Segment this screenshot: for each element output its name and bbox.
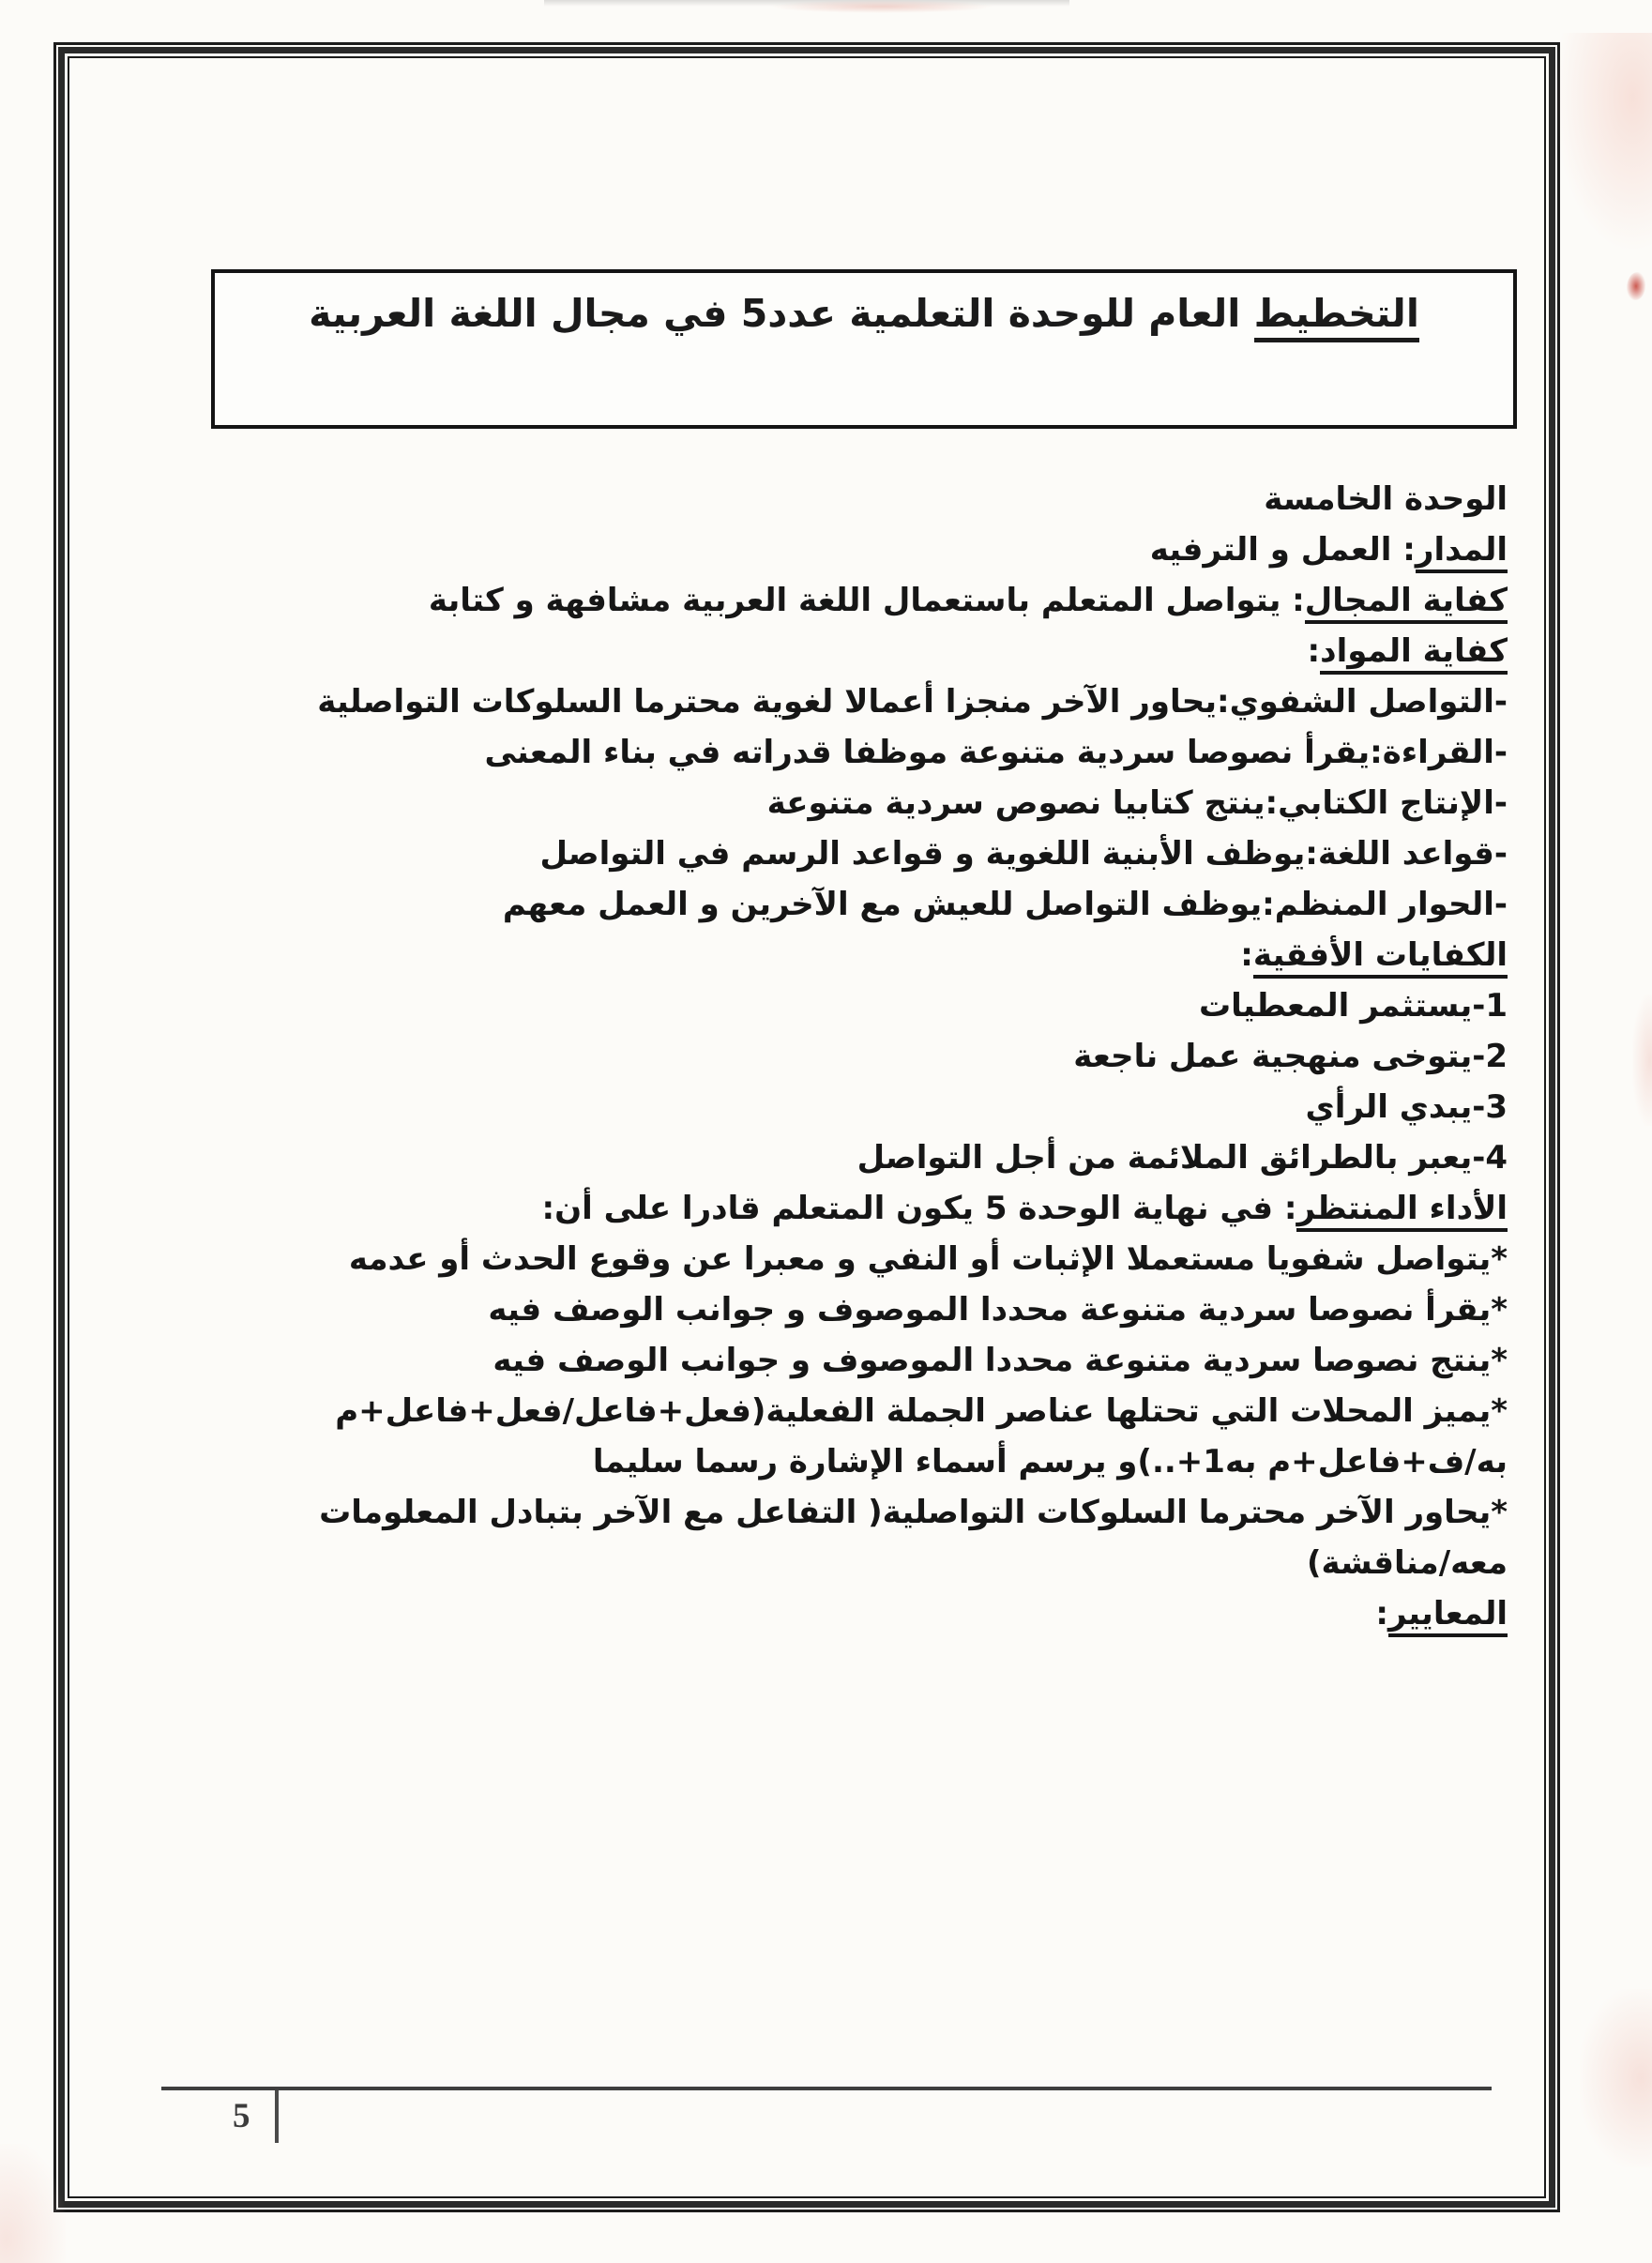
- text-line: *يحاور الآخر محترما السلوكات التواصلية( التفاعل مع الآخر بتبادل المعلومات: [319, 1494, 1508, 1531]
- text-line: معه/مناقشة): [1307, 1544, 1508, 1582]
- footer-divider-bar: [275, 2090, 279, 2143]
- text-line: *يتواصل شفويا مستعملا الإثبات أو النفي و معبرا عن وقوع الحدث أو عدمه: [348, 1240, 1508, 1278]
- document-title: [215, 273, 1513, 344]
- text-line: 1-يستثمر المعطيات: [1198, 987, 1508, 1025]
- text-line: كفاية المواد:: [141, 626, 1508, 676]
- scan-artifact-red-mark: [1627, 272, 1645, 300]
- text-line: -القراءة:يقرأ نصوصا سردية متنوعة موظفا قدراته في بناء المعنى: [484, 734, 1508, 771]
- text-line: -الحوار المنظم:يوظف التواصل للعيش مع الآخرين و العمل معهم: [502, 886, 1508, 923]
- text-line: *يقرأ نصوصا سردية متنوعة محددا الموصوف و جوانب الوصف فيه: [488, 1291, 1508, 1329]
- title-box: [211, 269, 1517, 429]
- document-body: [141, 474, 1508, 1639]
- text-line: الكفايات الأفقية:: [141, 930, 1508, 980]
- scan-artifact-top-pink: [769, 0, 994, 13]
- document-title-underlined-word: التخطيط: [1254, 291, 1419, 342]
- scan-artifact-bottom-right: [1580, 1989, 1652, 2167]
- scan-artifact-right-mid: [1632, 995, 1652, 1126]
- text-line: 4-يعبر بالطرائق الملائمة من أجل التواصل: [856, 1139, 1508, 1177]
- text-line: المدار: العمل و الترفيه: [141, 524, 1508, 575]
- text-line: 3-يبدي الرأي: [1305, 1088, 1508, 1126]
- text-line: -التواصل الشفوي:يحاور الآخر منجزا أعمالا لغوية محترما السلوكات التواصلية: [317, 683, 1508, 721]
- text-line: 2-يتوخى منهجية عمل ناجعة: [1073, 1038, 1508, 1075]
- page-number: 5: [233, 2097, 250, 2135]
- footer-rule: [161, 2087, 1492, 2090]
- text-line: الأداء المنتظر: في نهاية الوحدة 5 يكون المتعلم قادرا على أن:: [141, 1183, 1508, 1234]
- text-line: كفاية المجال: يتواصل المتعلم باستعمال اللغة العربية مشافهة و كتابة: [141, 575, 1508, 626]
- scan-artifact-top-gray: [544, 0, 1069, 7]
- text-line: المعايير:: [141, 1588, 1508, 1639]
- text-line: *ينتج نصوصا سردية متنوعة محددا الموصوف و جوانب الوصف فيه: [493, 1342, 1508, 1379]
- scan-artifact-top-right: [1555, 33, 1652, 249]
- text-line: *يميز المحلات التي تحتلها عناصر الجملة الفعلية(فعل+فاعل/فعل+فاعل+م: [335, 1392, 1508, 1430]
- document-title-rest: العام للوحدة التعلمية عدد5 في مجال اللغة العربية: [309, 291, 1254, 336]
- text-line: به/ف+فاعل+م به1+..)و يرسم أسماء الإشارة رسما سليما: [592, 1443, 1508, 1481]
- text-line: الوحدة الخامسة: [1264, 480, 1508, 518]
- text-line: -الإنتاج الكتابي:ينتج كتابيا نصوص سردية متنوعة: [766, 784, 1508, 822]
- text-line: -قواعد اللغة:يوظف الأبنية اللغوية و قواعد الرسم في التواصل: [539, 835, 1508, 873]
